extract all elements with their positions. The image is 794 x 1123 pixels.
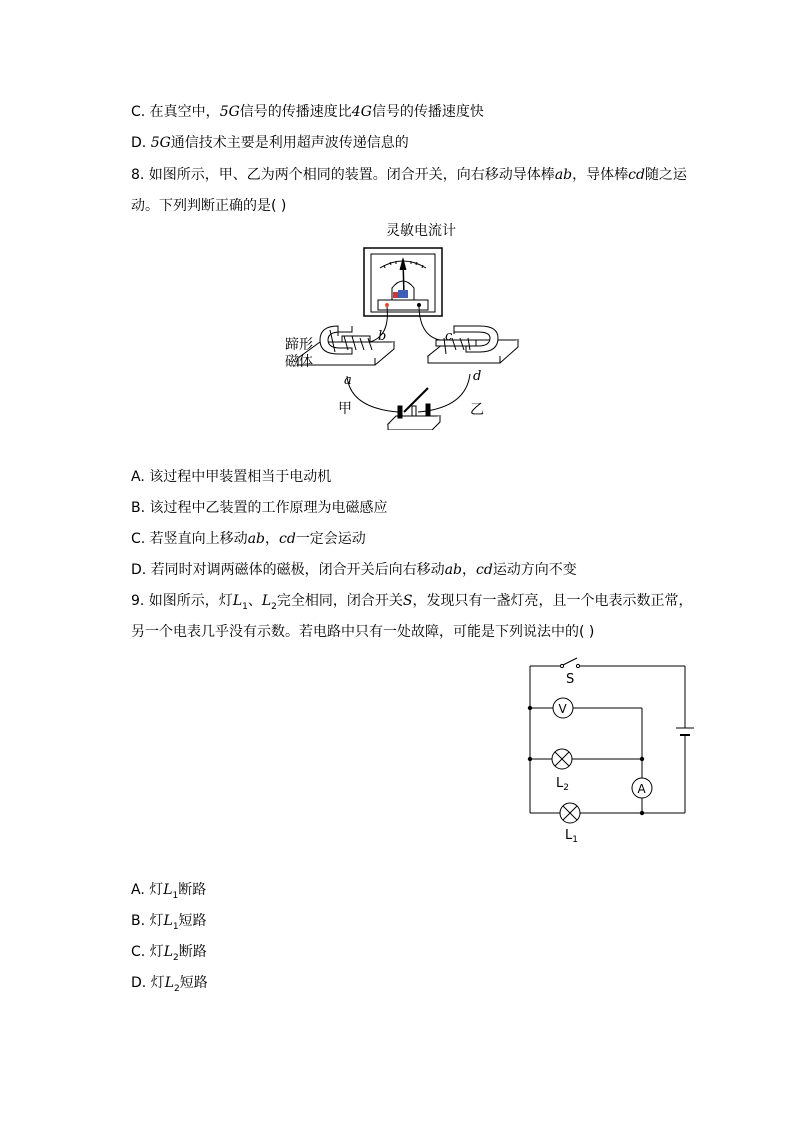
point-d-label: d bbox=[473, 369, 482, 384]
q8-option-d: D. 若同时对调两磁体的磁极，闭合开关后向右移动ab，cd运动方向不变 bbox=[131, 562, 577, 578]
q9-option-d: D. 灯$L_2$短路 bbox=[131, 975, 208, 994]
lamp-l1-label: $L_1$ bbox=[565, 828, 578, 845]
switch-s bbox=[563, 658, 577, 665]
q8-option-c: C. 若竖直向上移动ab，cd一定会运动 bbox=[131, 531, 366, 547]
point-b-label: b bbox=[378, 329, 387, 344]
voltmeter-label: V bbox=[558, 702, 567, 716]
q7-option-c: C. 在真空中，5G信号的传播速度比4G信号的传播速度快 bbox=[131, 104, 484, 120]
right-apparatus-label: 乙 bbox=[470, 402, 484, 418]
q8-option-b: B. 该过程中乙装置的工作原理为电磁感应 bbox=[131, 500, 388, 516]
q7-option-d: D. 5G通信技术主要是利用超声波传递信息的 bbox=[131, 135, 409, 151]
q9-option-a: A. 灯$L_1$断路 bbox=[131, 882, 207, 901]
switch-label: S bbox=[566, 672, 575, 687]
galvanometer bbox=[364, 248, 442, 316]
q8-stem-line1: 8. 如图所示，甲、乙为两个相同的装置。闭合开关，向右移动导体棒ab，导体棒cd随之运 bbox=[131, 167, 687, 183]
point-a-label: a bbox=[344, 373, 352, 388]
right-apparatus bbox=[428, 326, 518, 363]
q9-stem-line1: 9. 如图所示，灯$L_1$、$L_2$完全相同，闭合开关S，发现只有一盏灯亮，且一个电表示数正常， bbox=[131, 593, 693, 612]
galvanometer-label: 灵敏电流计 bbox=[386, 223, 456, 239]
q9-circuit-figure bbox=[520, 655, 700, 845]
lamp-l2-symbol bbox=[552, 749, 572, 769]
point-c-label: c bbox=[445, 329, 453, 344]
q8-stem-line2: 动。下列判断正确的是( ) bbox=[131, 198, 287, 214]
switch bbox=[388, 388, 440, 430]
lamp-l2-label: $L_2$ bbox=[556, 776, 569, 793]
q8-figure bbox=[280, 218, 520, 430]
q8-option-a: A. 该过程中甲装置相当于电动机 bbox=[131, 469, 332, 485]
q9-option-b: B. 灯$L_1$短路 bbox=[131, 913, 207, 932]
left-apparatus-label: 甲 bbox=[338, 401, 352, 417]
ammeter-label: A bbox=[637, 782, 646, 796]
magnet-label-2: 磁体 bbox=[285, 354, 313, 370]
lamp-l1-symbol bbox=[560, 803, 580, 823]
q9-option-c: C. 灯$L_2$断路 bbox=[131, 944, 207, 963]
q9-stem-line2: 另一个电表几乎没有示数。若电路中只有一处故障，可能是下列说法中的( ) bbox=[131, 624, 595, 640]
magnet-label-1: 蹄形 bbox=[285, 337, 313, 353]
